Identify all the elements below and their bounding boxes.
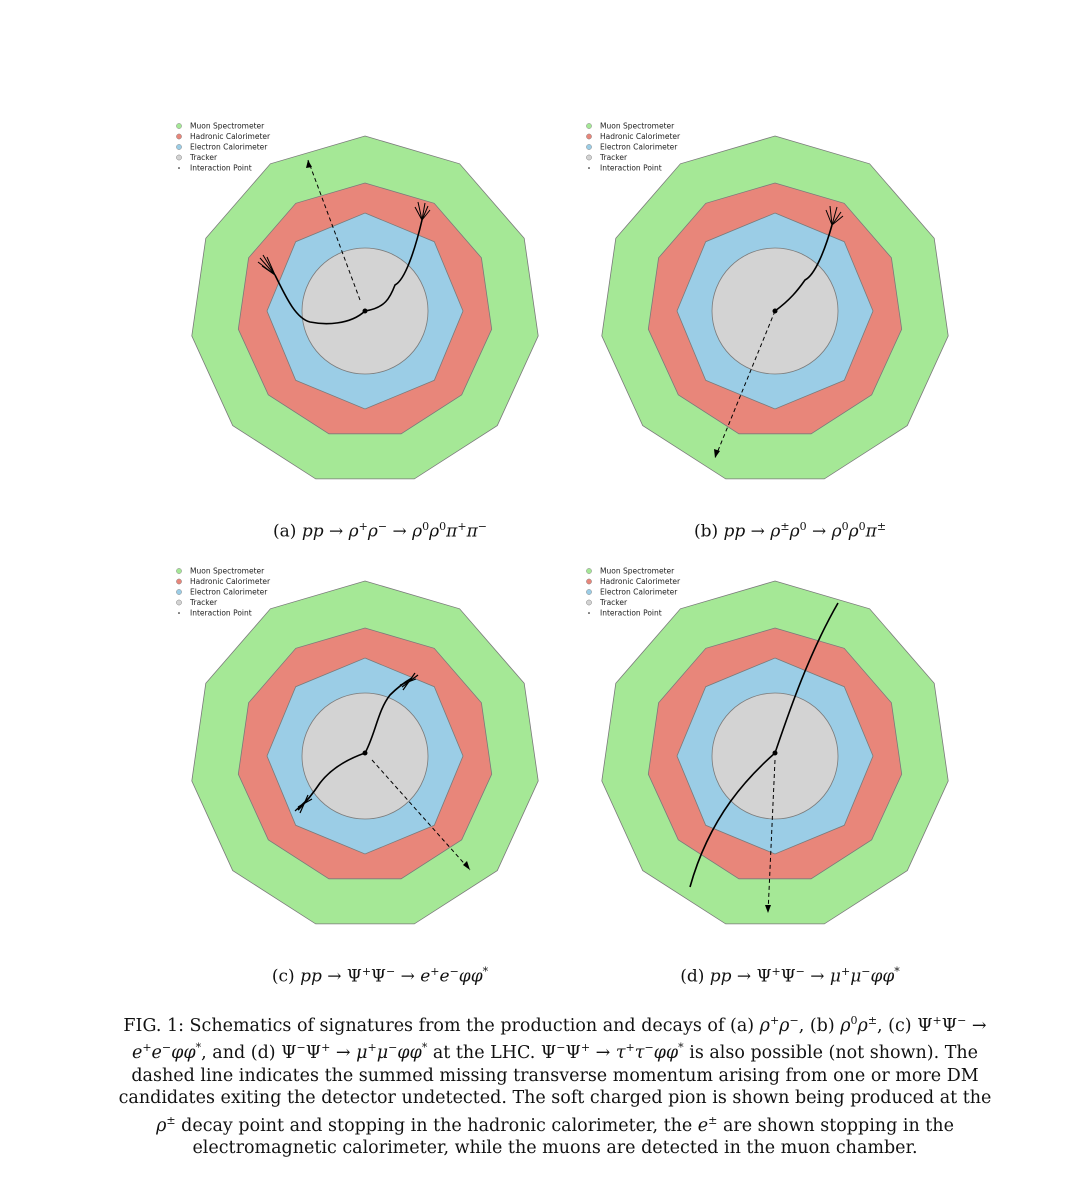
legend-marker — [586, 144, 591, 149]
subcaption-d: (d) pp → Ψ+Ψ− → μ+μ−φφ* — [680, 965, 900, 987]
legend-label: Hadronic Calorimeter — [600, 132, 681, 142]
detector-diagram-b — [560, 100, 1020, 540]
legend-marker — [586, 600, 591, 605]
legend-label: Tracker — [190, 598, 218, 608]
legend-marker — [586, 155, 591, 160]
legend-label: Muon Spectrometer — [190, 566, 265, 576]
legend-label: Interaction Point — [190, 163, 252, 173]
panel-c — [150, 545, 610, 985]
detector-a — [192, 136, 538, 479]
legend-label: Hadronic Calorimeter — [600, 577, 681, 587]
legend-marker — [588, 612, 590, 614]
legend-marker — [176, 123, 181, 128]
legend-marker — [586, 123, 591, 128]
subcaption-b: (b) pp → $\rho^\pm\rho^0 \to \rho^0\rho^0\pi^\pm$ — [693, 520, 887, 542]
legend-label: Hadronic Calorimeter — [190, 577, 271, 587]
detector-b — [602, 136, 948, 479]
legend-label: Interaction Point — [600, 163, 662, 173]
interaction-point — [773, 751, 778, 756]
interaction-point — [363, 751, 368, 756]
legend-label: Tracker — [600, 598, 628, 608]
interaction-point — [363, 309, 368, 314]
legend-label: Muon Spectrometer — [190, 121, 265, 131]
legend-marker — [176, 568, 181, 573]
detector-diagram-c — [150, 545, 610, 985]
legend-marker — [176, 579, 181, 584]
legend-label: Electron Calorimeter — [190, 142, 268, 152]
legend-marker — [178, 612, 180, 614]
interaction-point — [773, 309, 778, 314]
legend-marker — [586, 568, 591, 573]
legend-label: Tracker — [600, 153, 628, 163]
legend-label: Tracker — [190, 153, 218, 163]
panel-d — [560, 545, 1020, 985]
legend-label: Muon Spectrometer — [600, 121, 675, 131]
legend-d — [586, 567, 681, 618]
detector-diagram-a — [150, 100, 610, 540]
subcaption-c: (c) pp → Ψ+Ψ− → e+e−φφ* — [271, 965, 489, 987]
legend-marker — [176, 155, 181, 160]
legend-label: Interaction Point — [600, 608, 662, 618]
figure-label: FIG. 1: — [123, 1015, 184, 1036]
legend-marker — [176, 600, 181, 605]
legend-label: Electron Calorimeter — [600, 142, 678, 152]
legend-marker — [176, 134, 181, 139]
legend-label: Electron Calorimeter — [190, 587, 268, 597]
legend-marker — [588, 167, 590, 169]
legend-marker — [176, 144, 181, 149]
legend-marker — [586, 579, 591, 584]
legend-label: Muon Spectrometer — [600, 566, 675, 576]
tracker-layer — [302, 693, 428, 819]
legend-marker — [586, 589, 591, 594]
legend-a — [176, 122, 271, 173]
panel-b — [560, 100, 1020, 540]
legend-label: Electron Calorimeter — [600, 587, 678, 597]
legend-label: Interaction Point — [190, 608, 252, 618]
panel-a — [150, 100, 610, 540]
legend-b — [586, 122, 681, 173]
legend-marker — [176, 589, 181, 594]
figure-caption: FIG. 1: Schematics of signatures from the production and decays of (a) ρ+ρ−, (b) $\rho^0\rho^\pm$, (c) Ψ+Ψ− → e+e−φφ*, and (d) Ψ−Ψ+ → μ+μ−φφ* at the LHC. Ψ−Ψ+ → τ+τ−φφ* is also possible (not shown). The dashed line indicates the summed missing transverse momentum arising from one or more DM candidates exiting the detector undetected. The soft charged pion is shown being produced at the ρ± decay point and stopping in the hadronic calorimeter, the e± are shown stopping in the electromagnetic calorimeter, while the muons are detected in the muon chamber. — [118, 1014, 992, 1158]
legend-label: Hadronic Calorimeter — [190, 132, 271, 142]
legend-marker — [178, 167, 180, 169]
legend-c — [176, 567, 271, 618]
detector-diagram-d — [560, 545, 1020, 985]
subcaption-a: (a) pp → $\rho^+\rho^- \to \rho^0\rho^0\pi^+\pi^-$ — [273, 520, 487, 542]
legend-marker — [586, 134, 591, 139]
